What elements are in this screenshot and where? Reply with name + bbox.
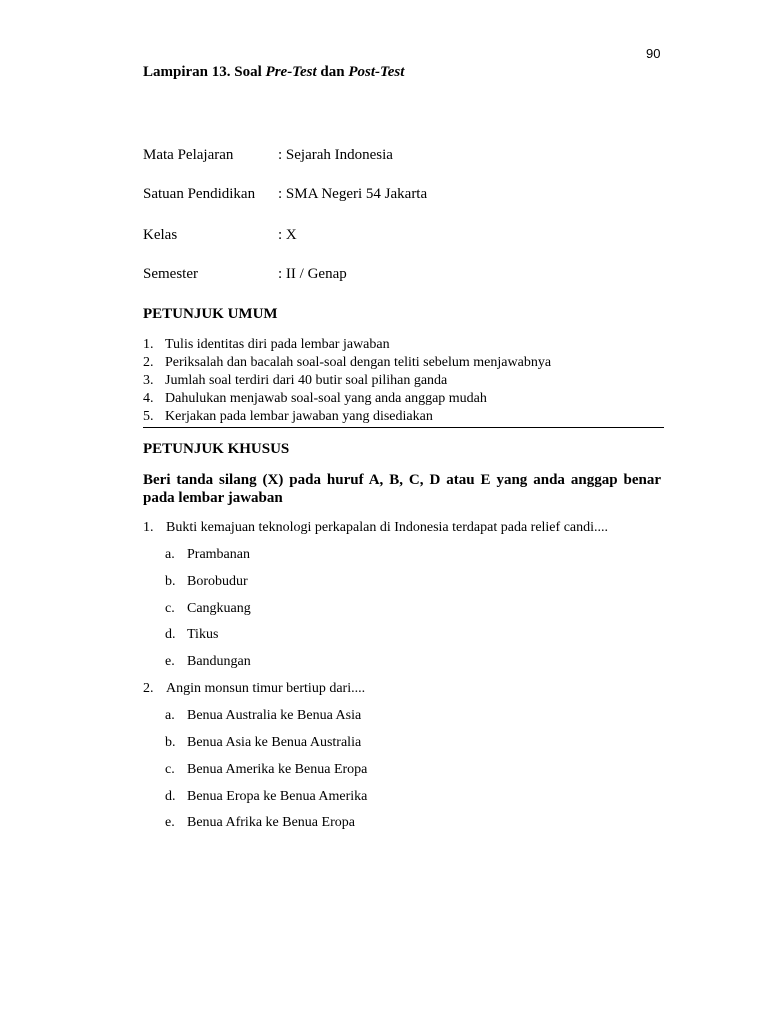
question-1-option-d bbox=[165, 627, 218, 643]
option-text: Benua Australia ke Benua Asia bbox=[187, 708, 362, 723]
question-1 bbox=[143, 520, 608, 536]
list-item-number: 2. bbox=[143, 355, 154, 370]
option-label: c. bbox=[165, 601, 175, 616]
list-item-text: Jumlah soal terdiri dari 40 butir soal pilihan ganda bbox=[165, 373, 448, 388]
option-label: a. bbox=[165, 708, 175, 723]
special-instruction-text bbox=[143, 471, 661, 507]
question-1-option-b bbox=[165, 574, 248, 590]
info-value-subject: : Sejarah Indonesia bbox=[278, 147, 393, 163]
option-label: b. bbox=[165, 574, 176, 589]
list-item bbox=[143, 408, 663, 426]
question-2-option-b bbox=[165, 735, 361, 751]
list-item-number: 5. bbox=[143, 409, 154, 424]
special-instruction-line-1: Beri tanda silang (X) pada huruf A, B, C, D atau E yang anda anggap benar bbox=[143, 472, 661, 488]
info-label-subject: Mata Pelajaran bbox=[143, 147, 234, 163]
list-item-text: Dahulukan menjawab soal-soal yang anda anggap mudah bbox=[165, 391, 487, 406]
title-post-test: Post-Test bbox=[348, 64, 405, 80]
option-text: Tikus bbox=[187, 627, 219, 642]
question-text: Angin monsun timur bertiup dari.... bbox=[166, 681, 366, 696]
option-label: a. bbox=[165, 547, 175, 562]
special-instruction-line-2: pada lembar jawaban bbox=[143, 490, 283, 506]
page-number: 90 bbox=[646, 46, 661, 61]
info-label-school: Satuan Pendidikan bbox=[143, 186, 256, 202]
option-label: e. bbox=[165, 654, 175, 669]
option-text: Cangkuang bbox=[187, 601, 251, 616]
option-label: b. bbox=[165, 735, 176, 750]
question-number: 2. bbox=[143, 681, 154, 696]
list-item bbox=[143, 354, 663, 372]
option-label: d. bbox=[165, 789, 176, 804]
question-number: 1. bbox=[143, 520, 154, 535]
option-text: Benua Asia ke Benua Australia bbox=[187, 735, 362, 750]
list-item-number: 1. bbox=[143, 337, 154, 352]
list-item-number: 3. bbox=[143, 373, 154, 388]
question-2-option-d bbox=[165, 789, 367, 805]
info-label-semester: Semester bbox=[143, 266, 198, 282]
question-1-option-a bbox=[165, 547, 250, 563]
option-label: e. bbox=[165, 815, 175, 830]
option-text: Benua Afrika ke Benua Eropa bbox=[187, 815, 355, 830]
option-label: d. bbox=[165, 627, 176, 642]
question-text: Bukti kemajuan teknologi perkapalan di Indonesia terdapat pada relief candi.... bbox=[166, 520, 609, 535]
horizontal-divider bbox=[143, 427, 664, 428]
option-text: Bandungan bbox=[187, 654, 251, 669]
question-2 bbox=[143, 681, 365, 697]
list-item-text: Tulis identitas diri pada lembar jawaban bbox=[165, 337, 390, 352]
document-title bbox=[143, 64, 404, 81]
title-prefix: Lampiran 13. Soal bbox=[143, 64, 266, 80]
list-item bbox=[143, 390, 663, 408]
info-value-school: : SMA Negeri 54 Jakarta bbox=[278, 186, 428, 202]
list-item bbox=[143, 336, 663, 354]
question-1-option-c bbox=[165, 601, 251, 617]
question-1-option-e bbox=[165, 654, 251, 670]
info-value-semester: : II / Genap bbox=[278, 266, 347, 282]
special-instructions-heading: PETUNJUK KHUSUS bbox=[143, 441, 290, 457]
option-label: c. bbox=[165, 762, 175, 777]
title-pre-test: Pre-Test bbox=[265, 64, 317, 80]
title-middle: dan bbox=[316, 64, 349, 80]
option-text: Benua Eropa ke Benua Amerika bbox=[187, 789, 368, 804]
question-2-option-e bbox=[165, 815, 355, 831]
info-value-class: : X bbox=[278, 227, 297, 243]
question-2-option-a bbox=[165, 708, 361, 724]
list-item-text: Periksalah dan bacalah soal-soal dengan teliti sebelum menjawabnya bbox=[165, 355, 552, 370]
list-item-text: Kerjakan pada lembar jawaban yang disediakan bbox=[165, 409, 433, 424]
question-2-option-c bbox=[165, 762, 367, 778]
option-text: Benua Amerika ke Benua Eropa bbox=[187, 762, 368, 777]
info-label-class: Kelas bbox=[143, 227, 178, 243]
general-instructions-list bbox=[143, 336, 663, 426]
general-instructions-heading: PETUNJUK UMUM bbox=[143, 306, 278, 322]
option-text: Prambanan bbox=[187, 547, 250, 562]
list-item-number: 4. bbox=[143, 391, 154, 406]
list-item bbox=[143, 372, 663, 390]
option-text: Borobudur bbox=[187, 574, 248, 589]
